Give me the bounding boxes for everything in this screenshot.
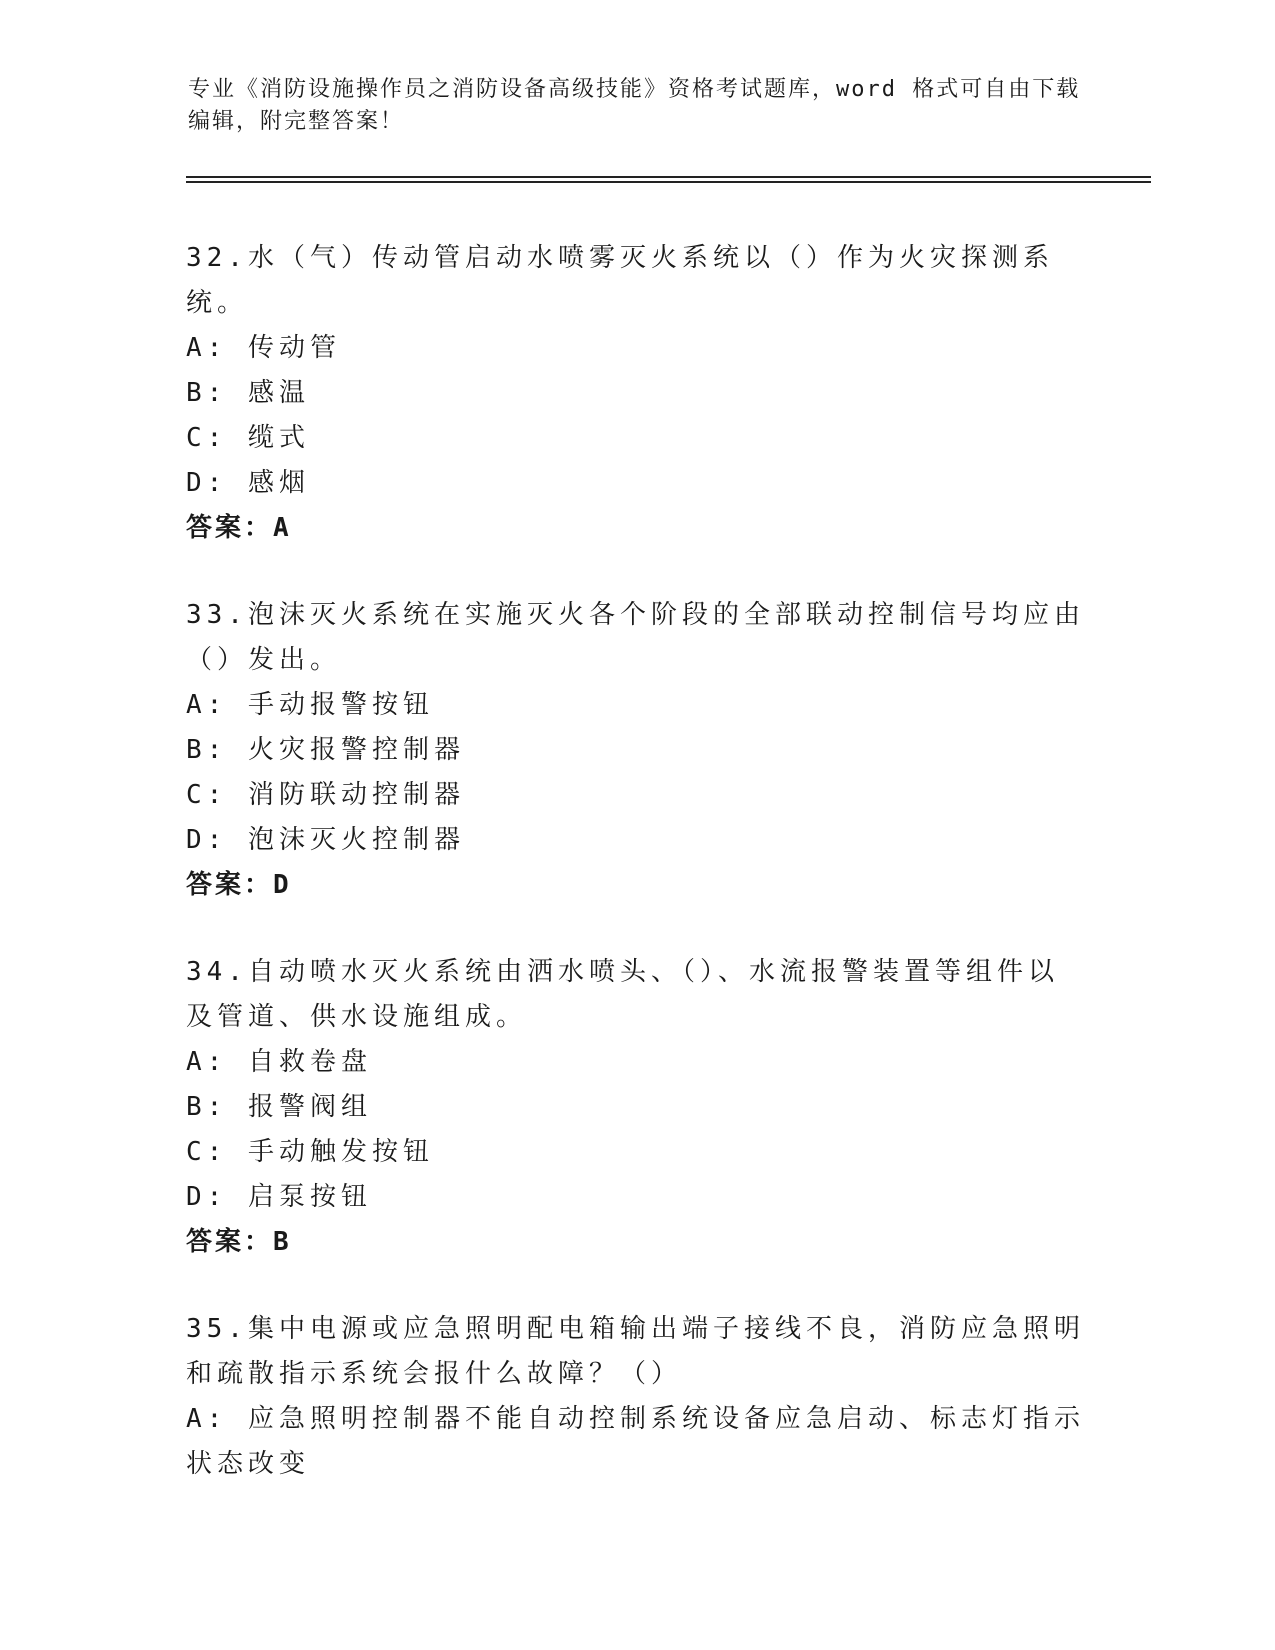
option-a: A: 应急照明控制器不能自动控制系统设备应急启动、标志灯指示状态改变 xyxy=(186,1404,1085,1479)
option-c: C: 缆式 xyxy=(186,423,310,453)
option-b: B: 感温 xyxy=(186,378,310,408)
question-stem: 35.集中电源或应急照明配电箱输出端子接线不良，消防应急照明和疏散指示系统会报什么故障？（） xyxy=(186,1314,1085,1389)
answer: 答案：D xyxy=(186,870,292,900)
document-description: 专业《消防设施操作员之消防设备高级技能》资格考试题库，word 格式可自由下载编辑，附完整答案！ xyxy=(188,77,1081,134)
option-b: B: 报警阀组 xyxy=(186,1092,372,1122)
header-divider-top xyxy=(186,176,1151,178)
option-c: C: 手动触发按钮 xyxy=(186,1137,434,1167)
question-35 xyxy=(186,1307,1086,1487)
option-a: A: 手动报警按钮 xyxy=(186,690,434,720)
question-stem: 32.水（气）传动管启动水喷雾灭火系统以（）作为火灾探测系统。 xyxy=(186,243,1054,318)
question-list xyxy=(186,236,1086,1529)
answer: 答案：A xyxy=(186,513,292,543)
question-stem: 33.泡沫灭火系统在实施灭火各个阶段的全部联动控制信号均应由（）发出。 xyxy=(186,600,1085,675)
option-d: D: 启泵按钮 xyxy=(186,1182,372,1212)
option-a: A: 自救卷盘 xyxy=(186,1047,372,1077)
option-a: A: 传动管 xyxy=(186,333,341,363)
question-stem: 34.自动喷水灭火系统由洒水喷头、（）、水流报警装置等组件以及管道、供水设施组成。 xyxy=(186,957,1059,1032)
question-34 xyxy=(186,950,1086,1265)
question-33 xyxy=(186,593,1086,908)
header-divider-bottom xyxy=(186,181,1151,183)
option-d: D: 泡沫灭火控制器 xyxy=(186,825,465,855)
option-b: B: 火灾报警控制器 xyxy=(186,735,465,765)
question-32 xyxy=(186,236,1086,551)
option-c: C: 消防联动控制器 xyxy=(186,780,465,810)
option-d: D: 感烟 xyxy=(186,468,310,498)
answer: 答案：B xyxy=(186,1227,292,1257)
